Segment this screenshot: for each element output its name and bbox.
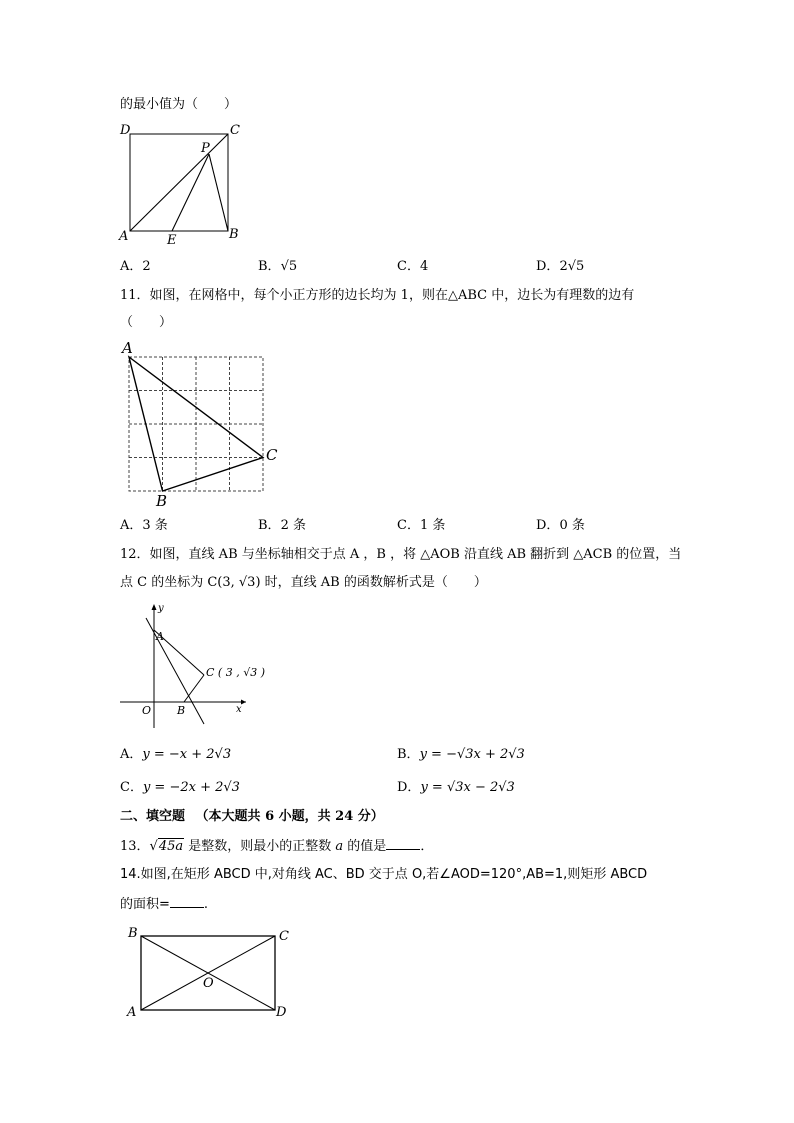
- q12-option-c: C．y = −2x + 2√3: [120, 780, 240, 795]
- label-O: O: [142, 704, 152, 717]
- q10-option-b: B．√5: [258, 259, 298, 274]
- label-C: C: [230, 123, 240, 138]
- label-D: D: [120, 123, 131, 138]
- q14-figure: [120, 924, 295, 1019]
- q10-figure: [115, 118, 255, 248]
- label-C: C: [266, 446, 278, 464]
- q11-option-d: D．0 条: [536, 518, 585, 533]
- q12-option-a: A．y = −x + 2√3: [120, 747, 232, 762]
- section-note: （本大题共 6 小题，共 24 分）: [195, 809, 384, 824]
- q12-stem-line2: 点 C 的坐标为 C(3, √3) 时，直线 AB 的函数解析式是（ ）: [120, 575, 487, 590]
- q12-option-b: B．y = −√3x + 2√3: [397, 747, 525, 762]
- q10-stem-tail: 的最小值为（ ）: [120, 97, 238, 112]
- label-E: E: [167, 233, 177, 248]
- label-D: D: [276, 1005, 287, 1020]
- section-title: 二、填空题: [120, 809, 186, 824]
- q13-answer-blank[interactable]: [386, 837, 420, 850]
- label-O: O: [203, 976, 214, 991]
- label-B: B: [177, 704, 186, 717]
- q10-option-a: A．2: [120, 259, 151, 274]
- q11-figure: [115, 338, 285, 508]
- q14-stem-line1: 14.如图,在矩形 ABCD 中,对角线 AC、BD 交于点 O,若∠AOD=120°,AB=1,则矩形 ABCD: [120, 867, 648, 882]
- q11-paren: （ ）: [120, 315, 173, 330]
- label-A: A: [122, 339, 133, 357]
- q10-option-d: D．2√5: [536, 259, 585, 274]
- q12-option-d: D．y = √3x − 2√3: [397, 780, 515, 795]
- q11-option-c: C．1 条: [397, 518, 446, 533]
- label-B: B: [156, 492, 168, 510]
- label-A: A: [119, 229, 129, 244]
- q11-option-b: B．2 条: [258, 518, 306, 533]
- section-heading: [120, 808, 384, 826]
- label-P: P: [201, 141, 210, 156]
- q14-stem-line2: 的面积= .: [120, 897, 209, 912]
- q11-stem: 11．如图，在网格中，每个小正方形的边长均为 1，则在△ABC 中，边长为有理数的边有: [120, 288, 635, 303]
- q12-stem-line1: 12．如图，直线 AB 与坐标轴相交于点 A ，B ，将 △AOB 沿直线 AB 翻折到 △ACB 的位置，当: [120, 547, 682, 562]
- label-y: y: [158, 603, 164, 614]
- q11-option-a: A．3 条: [120, 518, 168, 533]
- label-B: B: [128, 926, 138, 941]
- label-C: C: [279, 929, 289, 944]
- q14-answer-blank[interactable]: [170, 895, 204, 908]
- q12-figure: [118, 600, 265, 730]
- label-C: C ( 3 , √3 ): [206, 666, 265, 679]
- label-B: B: [229, 227, 239, 242]
- q13-stem: 13．√45a 是整数，则最小的正整数 a 的值是 ．: [120, 839, 434, 854]
- label-A: A: [156, 630, 164, 643]
- label-A: A: [127, 1005, 137, 1020]
- q10-option-c: C．4: [397, 259, 429, 274]
- q13-radicand: 45a: [158, 839, 184, 854]
- label-x: x: [236, 704, 242, 715]
